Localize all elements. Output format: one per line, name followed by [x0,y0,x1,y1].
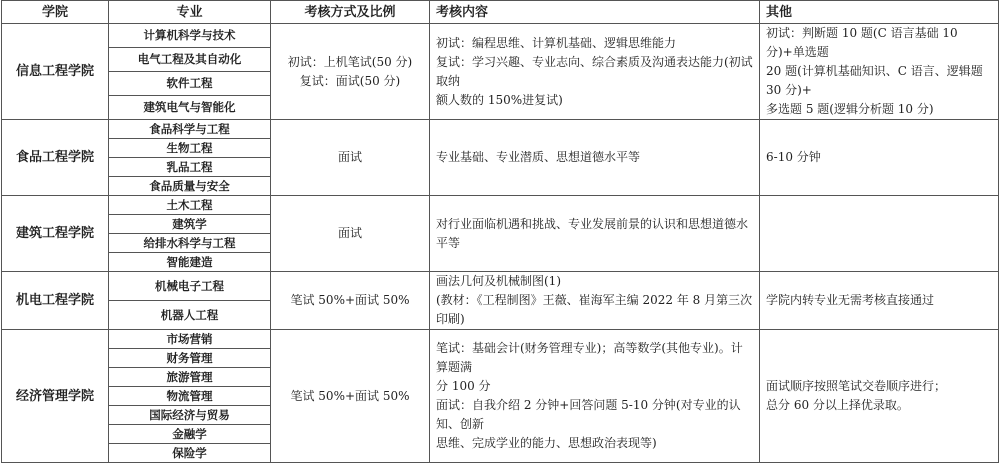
exam-method-line: 初试：上机笔试(50 分) [287,54,413,69]
exam-method [271,24,430,120]
other-notes [760,120,999,196]
exam-content-line: 专业基础、专业潜质、思想道德水平等 [436,150,641,164]
header-college: 学院 [2,1,109,24]
major-name: 乳品工程 [109,158,271,177]
major-name: 金融学 [109,425,271,444]
major-name: 建筑电气与智能化 [109,96,271,120]
exam-content-line: 对行业面临机遇和挑战、专业发展前景的认识和思想道德水平等 [436,216,749,250]
other-notes-line: 20 题(计算机基础知识、C 语言、逻辑题 30 分)+ [766,64,983,97]
exam-content-line: 初试：编程思维、计算机基础、逻辑思维能力 [436,35,677,50]
other-notes-line: 6-10 分钟 [766,150,821,164]
major-name: 市场营销 [109,330,271,349]
major-name: 机器人工程 [109,301,271,330]
college-name: 建筑工程学院 [2,196,109,272]
college-name: 食品工程学院 [2,120,109,196]
header-method: 考核方式及比例 [271,1,430,24]
major-name: 给排水科学与工程 [109,234,271,253]
exam-content-line: 分 100 分 [436,379,491,393]
exam-method-line: 笔试 50%+面试 50% [290,388,410,403]
major-name: 土木工程 [109,196,271,215]
other-notes [760,272,999,330]
major-name: 计算机科学与技术 [109,24,271,48]
exam-method [271,330,430,463]
college-name: 机电工程学院 [2,272,109,330]
major-name: 保险学 [109,444,271,463]
exam-content-line: 笔试：基础会计(财务管理专业)；高等数学(其他专业)。计算题满 [436,341,743,374]
table-row [2,24,999,48]
exam-method-line: 复试：面试(50 分) [299,73,401,88]
major-name: 建筑学 [109,215,271,234]
college-name: 经济管理学院 [2,330,109,463]
other-notes-line: 多选题 5 题(逻辑分析题 10 分) [766,102,934,116]
exam-method [271,196,430,272]
exam-content-line: 画法几何及机械制图(1) [436,274,561,288]
exam-content-line: 面试：自我介绍 2 分钟+回答问题 5-10 分钟(对专业的认知、创新 [436,398,741,431]
major-name: 食品科学与工程 [109,120,271,139]
major-name: 国际经济与贸易 [109,406,271,425]
exam-content-line: 额人数的 150%进复试) [436,92,563,107]
table-row [2,330,999,349]
other-notes [760,196,999,272]
table-row [2,196,999,215]
college-name: 信息工程学院 [2,24,109,120]
other-notes-line: 初试：判断题 10 题(C 语言基础 10 分)+单选题 [766,26,958,59]
exam-method-line: 面试 [337,226,362,240]
header-row [2,1,999,24]
exam-method-line: 笔试 50%+面试 50% [290,293,410,307]
major-name: 物流管理 [109,387,271,406]
exam-content-line: 复试：学习兴趣、专业志向、综合素质及沟通表达能力(初试取纳 [436,54,753,88]
table-row [2,120,999,139]
exam-content [430,120,760,196]
exam-content-line: (教材：《工程制图》王薇、崔海军主编 2022 年 8 月第三次印刷) [436,293,753,326]
major-name: 财务管理 [109,349,271,368]
exam-content [430,24,760,120]
major-name: 软件工程 [109,72,271,96]
other-notes [760,24,999,120]
exam-table [1,0,999,463]
other-notes [760,330,999,463]
other-notes-line: 总分 60 分以上择优录取。 [766,398,909,412]
other-notes-line: 学院内转专业无需考核直接通过 [766,293,935,307]
exam-method [271,120,430,196]
header-other: 其他 [760,1,999,24]
major-name: 旅游管理 [109,368,271,387]
exam-content-line: 思维、完成学业的能力、思想政治表现等) [436,436,657,450]
exam-content [430,196,760,272]
exam-method-line: 面试 [337,150,362,164]
header-content: 考核内容 [430,1,760,24]
exam-content [430,272,760,330]
major-name: 生物工程 [109,139,271,158]
header-major: 专业 [109,1,271,24]
major-name: 食品质量与安全 [109,177,271,196]
major-name: 机械电子工程 [109,272,271,301]
other-notes-line: 面试顺序按照笔试交卷顺序进行； [766,379,947,393]
exam-content [430,330,760,463]
exam-method [271,272,430,330]
table-row [2,272,999,301]
major-name: 电气工程及其自动化 [109,48,271,72]
major-name: 智能建造 [109,253,271,272]
